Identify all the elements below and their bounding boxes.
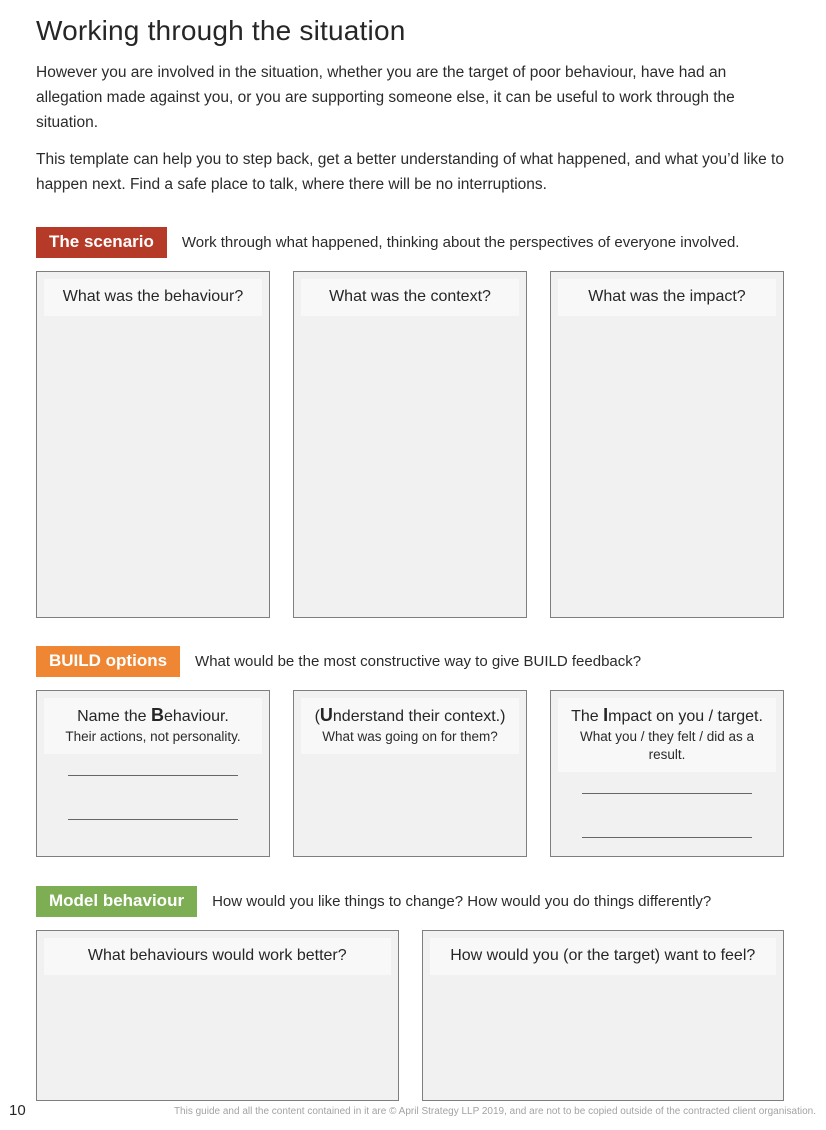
box-header-strip (44, 938, 391, 975)
page-title: Working through the situation (36, 15, 406, 46)
page-number: 10 (9, 1102, 26, 1119)
build-description: What would be the most constructive way to give BUILD feedback? (195, 653, 642, 670)
box-question: (Understand their context.) (314, 705, 506, 725)
build-letter-i: I (603, 705, 609, 725)
scenario-box-impact (550, 271, 784, 618)
scenario-box-context (293, 271, 527, 618)
model-description: How would you like things to change? How would you do things differently? (212, 893, 712, 910)
build-box-behaviour (36, 690, 270, 857)
section-header-scenario (36, 227, 784, 258)
box-header-strip (430, 938, 777, 975)
box-header-strip (558, 279, 776, 316)
write-line (582, 793, 752, 794)
build-letter-u: U (319, 705, 333, 725)
box-question: Name the Behaviour. (77, 705, 229, 725)
model-badge: Model behaviour (36, 886, 197, 917)
build-box-row (36, 690, 784, 857)
build-badge: BUILD options (36, 646, 180, 677)
box-question: The Impact on you / target. (571, 705, 763, 725)
model-box-behaviours (36, 930, 399, 1101)
box-question: What was the context? (329, 288, 491, 305)
intro-paragraph-2: This template can help you to step back, get a better understanding of what happened, and what you’d like to happen next. Find a safe place to talk, where there will be no interruptions. (36, 151, 784, 193)
section-header-build (36, 646, 784, 677)
box-header-strip (301, 698, 519, 754)
copyright-footer: This guide and all the content contained in it are © April Strategy LLP 2019, and are not to be copied outside of the contracted client organisation. (173, 1106, 816, 1117)
scenario-description: Work through what happened, thinking about the perspectives of everyone involved. (181, 234, 740, 251)
build-box-understand (293, 690, 527, 857)
build-box-impact (550, 690, 784, 857)
build-letter-b: B (150, 705, 164, 725)
box-header-strip (301, 279, 519, 316)
box-question: How would you (or the target) want to feel? (450, 947, 756, 964)
box-question: What behaviours would work better? (87, 947, 347, 964)
box-subtitle: What you / they felt / did as a result. (579, 729, 755, 762)
box-subtitle: Their actions, not personality. (65, 729, 241, 744)
intro-paragraph-1: However you are involved in the situation, whether you are the target of poor behaviour, have had an allegation made against you, or you are supporting someone else, it can be useful to work through the situation. (36, 64, 735, 131)
box-header-strip (44, 279, 262, 316)
model-box-feelings (422, 930, 785, 1101)
scenario-box-behaviour (36, 271, 270, 618)
box-question: What was the impact? (588, 288, 746, 305)
box-header-strip (44, 698, 262, 754)
scenario-badge: The scenario (36, 227, 167, 258)
box-subtitle: What was going on for them? (322, 729, 498, 744)
box-question: What was the behaviour? (62, 288, 244, 305)
model-box-row (36, 930, 784, 1101)
write-line (68, 819, 238, 820)
write-area (551, 772, 783, 838)
box-header-strip (558, 698, 776, 772)
write-area (37, 754, 269, 820)
write-line (68, 775, 238, 776)
write-line (582, 837, 752, 838)
scenario-box-row (36, 271, 784, 618)
section-header-model (36, 886, 784, 917)
